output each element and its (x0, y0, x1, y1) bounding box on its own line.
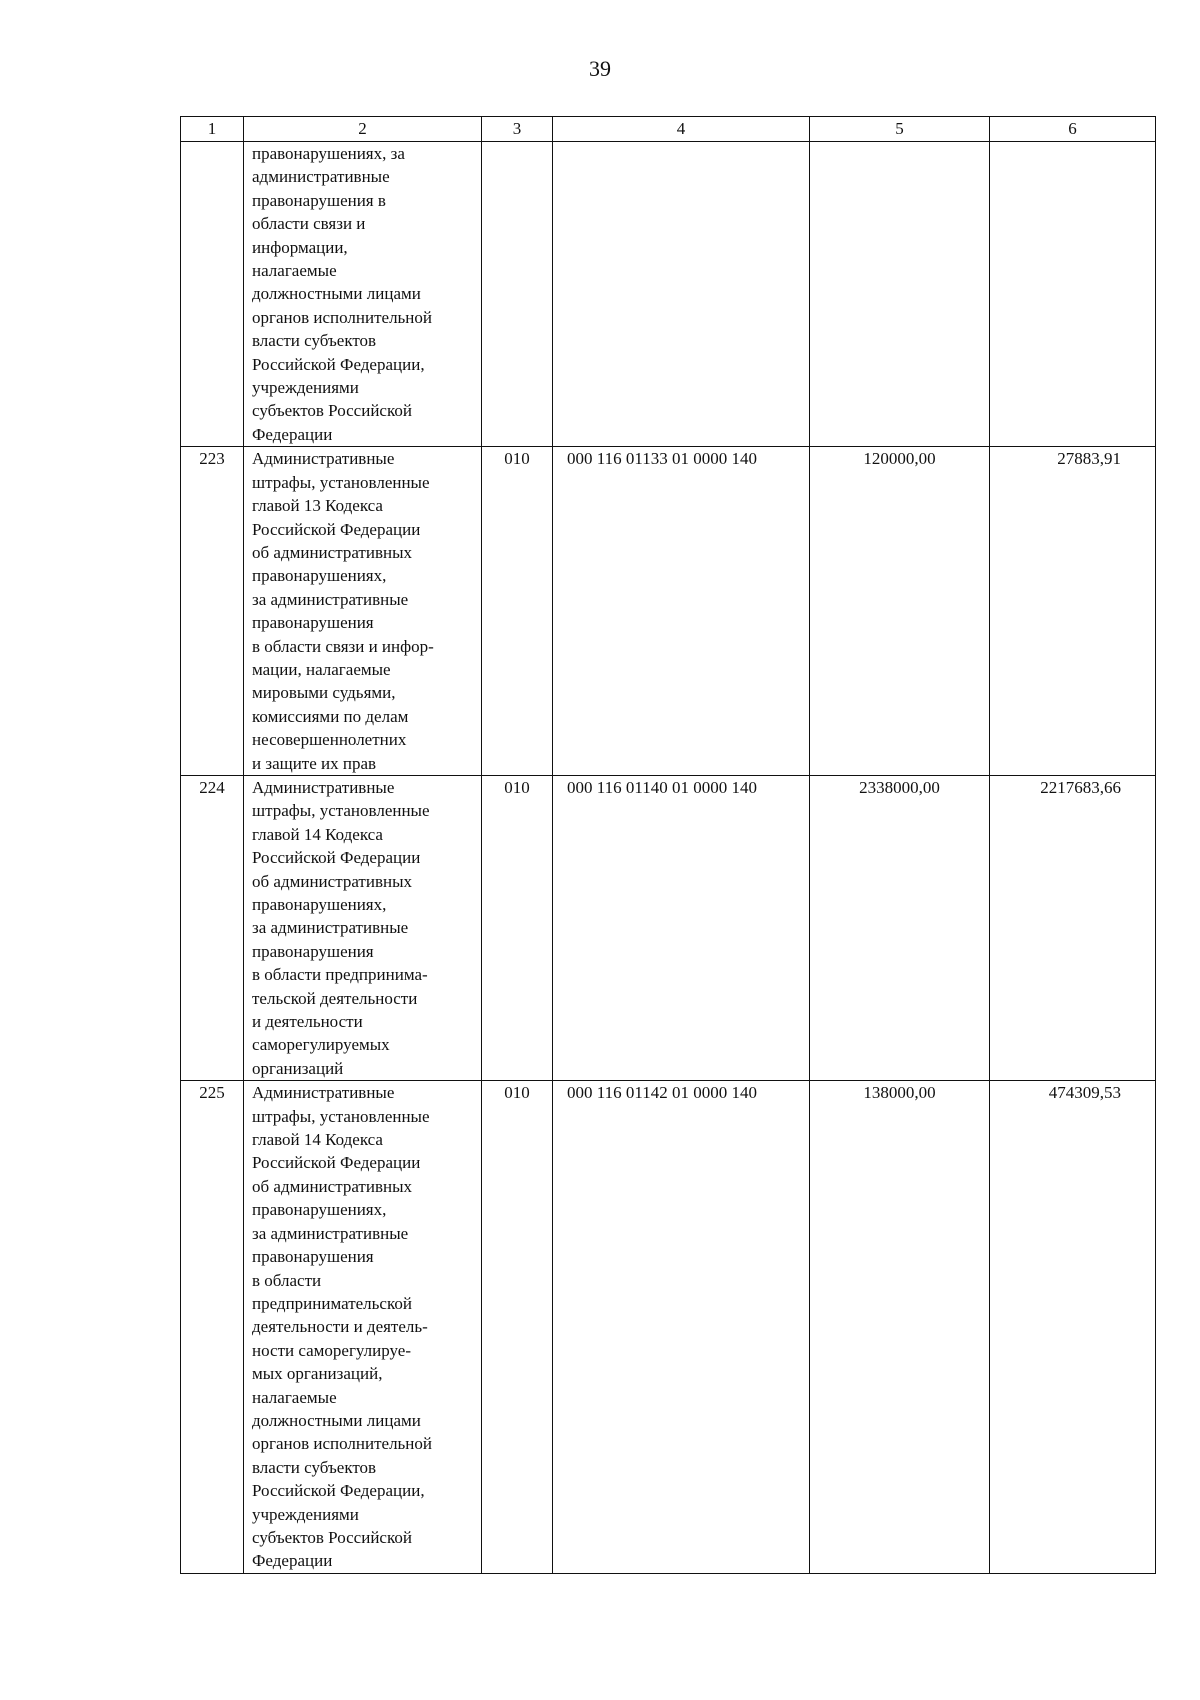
revenue-name-line: за административные (252, 1223, 409, 1243)
revenue-name-line: штрафы, установленные (252, 801, 430, 821)
revenue-name-line: мых организаций, (252, 1364, 383, 1384)
revenue-name-line: правонарушения (252, 1247, 374, 1267)
revenue-name-line: учреждениями (252, 378, 359, 398)
planned-amount-cell (810, 142, 990, 447)
budget-classification-code-cell: 000 116 01142 01 0000 140 (553, 1081, 810, 1574)
revenue-name-line: правонарушениях, (252, 1200, 387, 1220)
revenue-name-line: комиссиями по делам (252, 706, 409, 726)
budget-table (180, 116, 1156, 1574)
budget-classification-code-cell: 000 116 01140 01 0000 140 (553, 775, 810, 1080)
revenue-name-line: несовершеннолетних (252, 730, 407, 750)
revenue-name-line: в области (252, 1270, 322, 1290)
revenue-name-line: Федерации (252, 1551, 333, 1571)
revenue-name-line: об административных (252, 1176, 413, 1196)
revenue-name-cell (244, 1081, 482, 1574)
revenue-name-line: за административные (252, 918, 409, 938)
planned-amount-cell: 120000,00 (810, 447, 990, 776)
revenue-name-line: правонарушения (252, 613, 374, 633)
revenue-name-line: главой 14 Кодекса (252, 824, 383, 844)
revenue-name-line: саморегулируемых (252, 1035, 390, 1055)
revenue-name-line: области связи и (252, 214, 366, 234)
revenue-name-line: Административные (252, 449, 395, 469)
revenue-name-line: в области связи и инфор- (252, 636, 434, 656)
row-number-cell (181, 142, 244, 447)
revenue-name-line: ности саморегулируе- (252, 1340, 412, 1360)
actual-amount-cell (990, 142, 1156, 447)
column-header-4: 4 (553, 117, 810, 142)
actual-amount-cell: 2217683,66 (990, 775, 1156, 1080)
revenue-name-line: власти субъектов (252, 1457, 377, 1477)
revenue-name-line: об административных (252, 871, 413, 891)
table-row (181, 1081, 1156, 1574)
revenue-name-cell (244, 775, 482, 1080)
admin-code-cell: 010 (482, 775, 553, 1080)
revenue-name-line: штрафы, установленные (252, 472, 430, 492)
admin-code-cell: 010 (482, 1081, 553, 1574)
actual-amount-cell: 27883,91 (990, 447, 1156, 776)
revenue-name-line: налагаемые (252, 261, 337, 281)
revenue-name-line: и защите их прав (252, 753, 377, 773)
revenue-name-line: деятельности и деятель- (252, 1317, 428, 1337)
row-number-cell: 223 (181, 447, 244, 776)
revenue-name-line: правонарушения (252, 941, 374, 961)
revenue-name-line: главой 14 Кодекса (252, 1130, 383, 1150)
revenue-name-cell (244, 142, 482, 447)
actual-amount-cell: 474309,53 (990, 1081, 1156, 1574)
revenue-name-line: Российской Федерации, (252, 1481, 425, 1501)
revenue-name-line: Российской Федерации (252, 848, 421, 868)
revenue-name-line: субъектов Российской (252, 1527, 412, 1547)
admin-code-cell (482, 142, 553, 447)
revenue-name-line: тельской деятельности (252, 988, 418, 1008)
revenue-name-line: правонарушениях, за (252, 144, 405, 163)
revenue-name-line: субъектов Российской (252, 401, 412, 421)
revenue-name-line: должностными лицами (252, 284, 421, 304)
row-number-cell: 224 (181, 775, 244, 1080)
admin-code-cell: 010 (482, 447, 553, 776)
revenue-name-line: за административные (252, 589, 409, 609)
revenue-name-line: Административные (252, 777, 395, 797)
row-number-cell: 225 (181, 1081, 244, 1574)
revenue-name-line: Российской Федерации (252, 1153, 421, 1173)
revenue-name-line: Федерации (252, 424, 333, 444)
revenue-name-line: штрафы, установленные (252, 1106, 430, 1126)
revenue-name-line: Административные (252, 1083, 395, 1103)
revenue-name-line: правонарушения в (252, 190, 386, 210)
revenue-name-line: об административных (252, 542, 413, 562)
budget-classification-code-cell (553, 142, 810, 447)
revenue-name-line: налагаемые (252, 1387, 337, 1407)
revenue-name-line: информации, (252, 237, 348, 257)
revenue-name-line: и деятельности (252, 1012, 363, 1032)
revenue-name-line: органов исполнительной (252, 1434, 432, 1454)
revenue-name-line: мировыми судьями, (252, 683, 396, 703)
table-row (181, 142, 1156, 447)
revenue-name-line: организаций (252, 1058, 344, 1078)
column-header-2: 2 (244, 117, 482, 142)
revenue-name-line: предпринимательской (252, 1293, 412, 1313)
page-number: 39 (589, 56, 611, 81)
revenue-name-line: Российской Федерации (252, 519, 421, 539)
table-header-row (181, 117, 1156, 142)
revenue-name-cell (244, 447, 482, 776)
revenue-name-line: в области предпринима- (252, 965, 428, 985)
revenue-name-line: учреждениями (252, 1504, 359, 1524)
column-header-1: 1 (181, 117, 244, 142)
column-header-5: 5 (810, 117, 990, 142)
table-row (181, 447, 1156, 776)
revenue-name-line: мации, налагаемые (252, 659, 391, 679)
revenue-name-line: правонарушениях, (252, 566, 387, 586)
revenue-name-line: органов исполнительной (252, 307, 432, 327)
revenue-name-line: власти субъектов (252, 331, 377, 351)
table-body (181, 142, 1156, 1574)
revenue-name-line: должностными лицами (252, 1410, 421, 1430)
table-row (181, 775, 1156, 1080)
planned-amount-cell: 138000,00 (810, 1081, 990, 1574)
column-header-3: 3 (482, 117, 553, 142)
revenue-name-line: административные (252, 167, 390, 187)
revenue-name-line: Российской Федерации, (252, 354, 425, 374)
budget-classification-code-cell: 000 116 01133 01 0000 140 (553, 447, 810, 776)
column-header-6: 6 (990, 117, 1156, 142)
revenue-name-line: главой 13 Кодекса (252, 496, 383, 516)
revenue-name-line: правонарушениях, (252, 895, 387, 914)
planned-amount-cell: 2338000,00 (810, 775, 990, 1080)
